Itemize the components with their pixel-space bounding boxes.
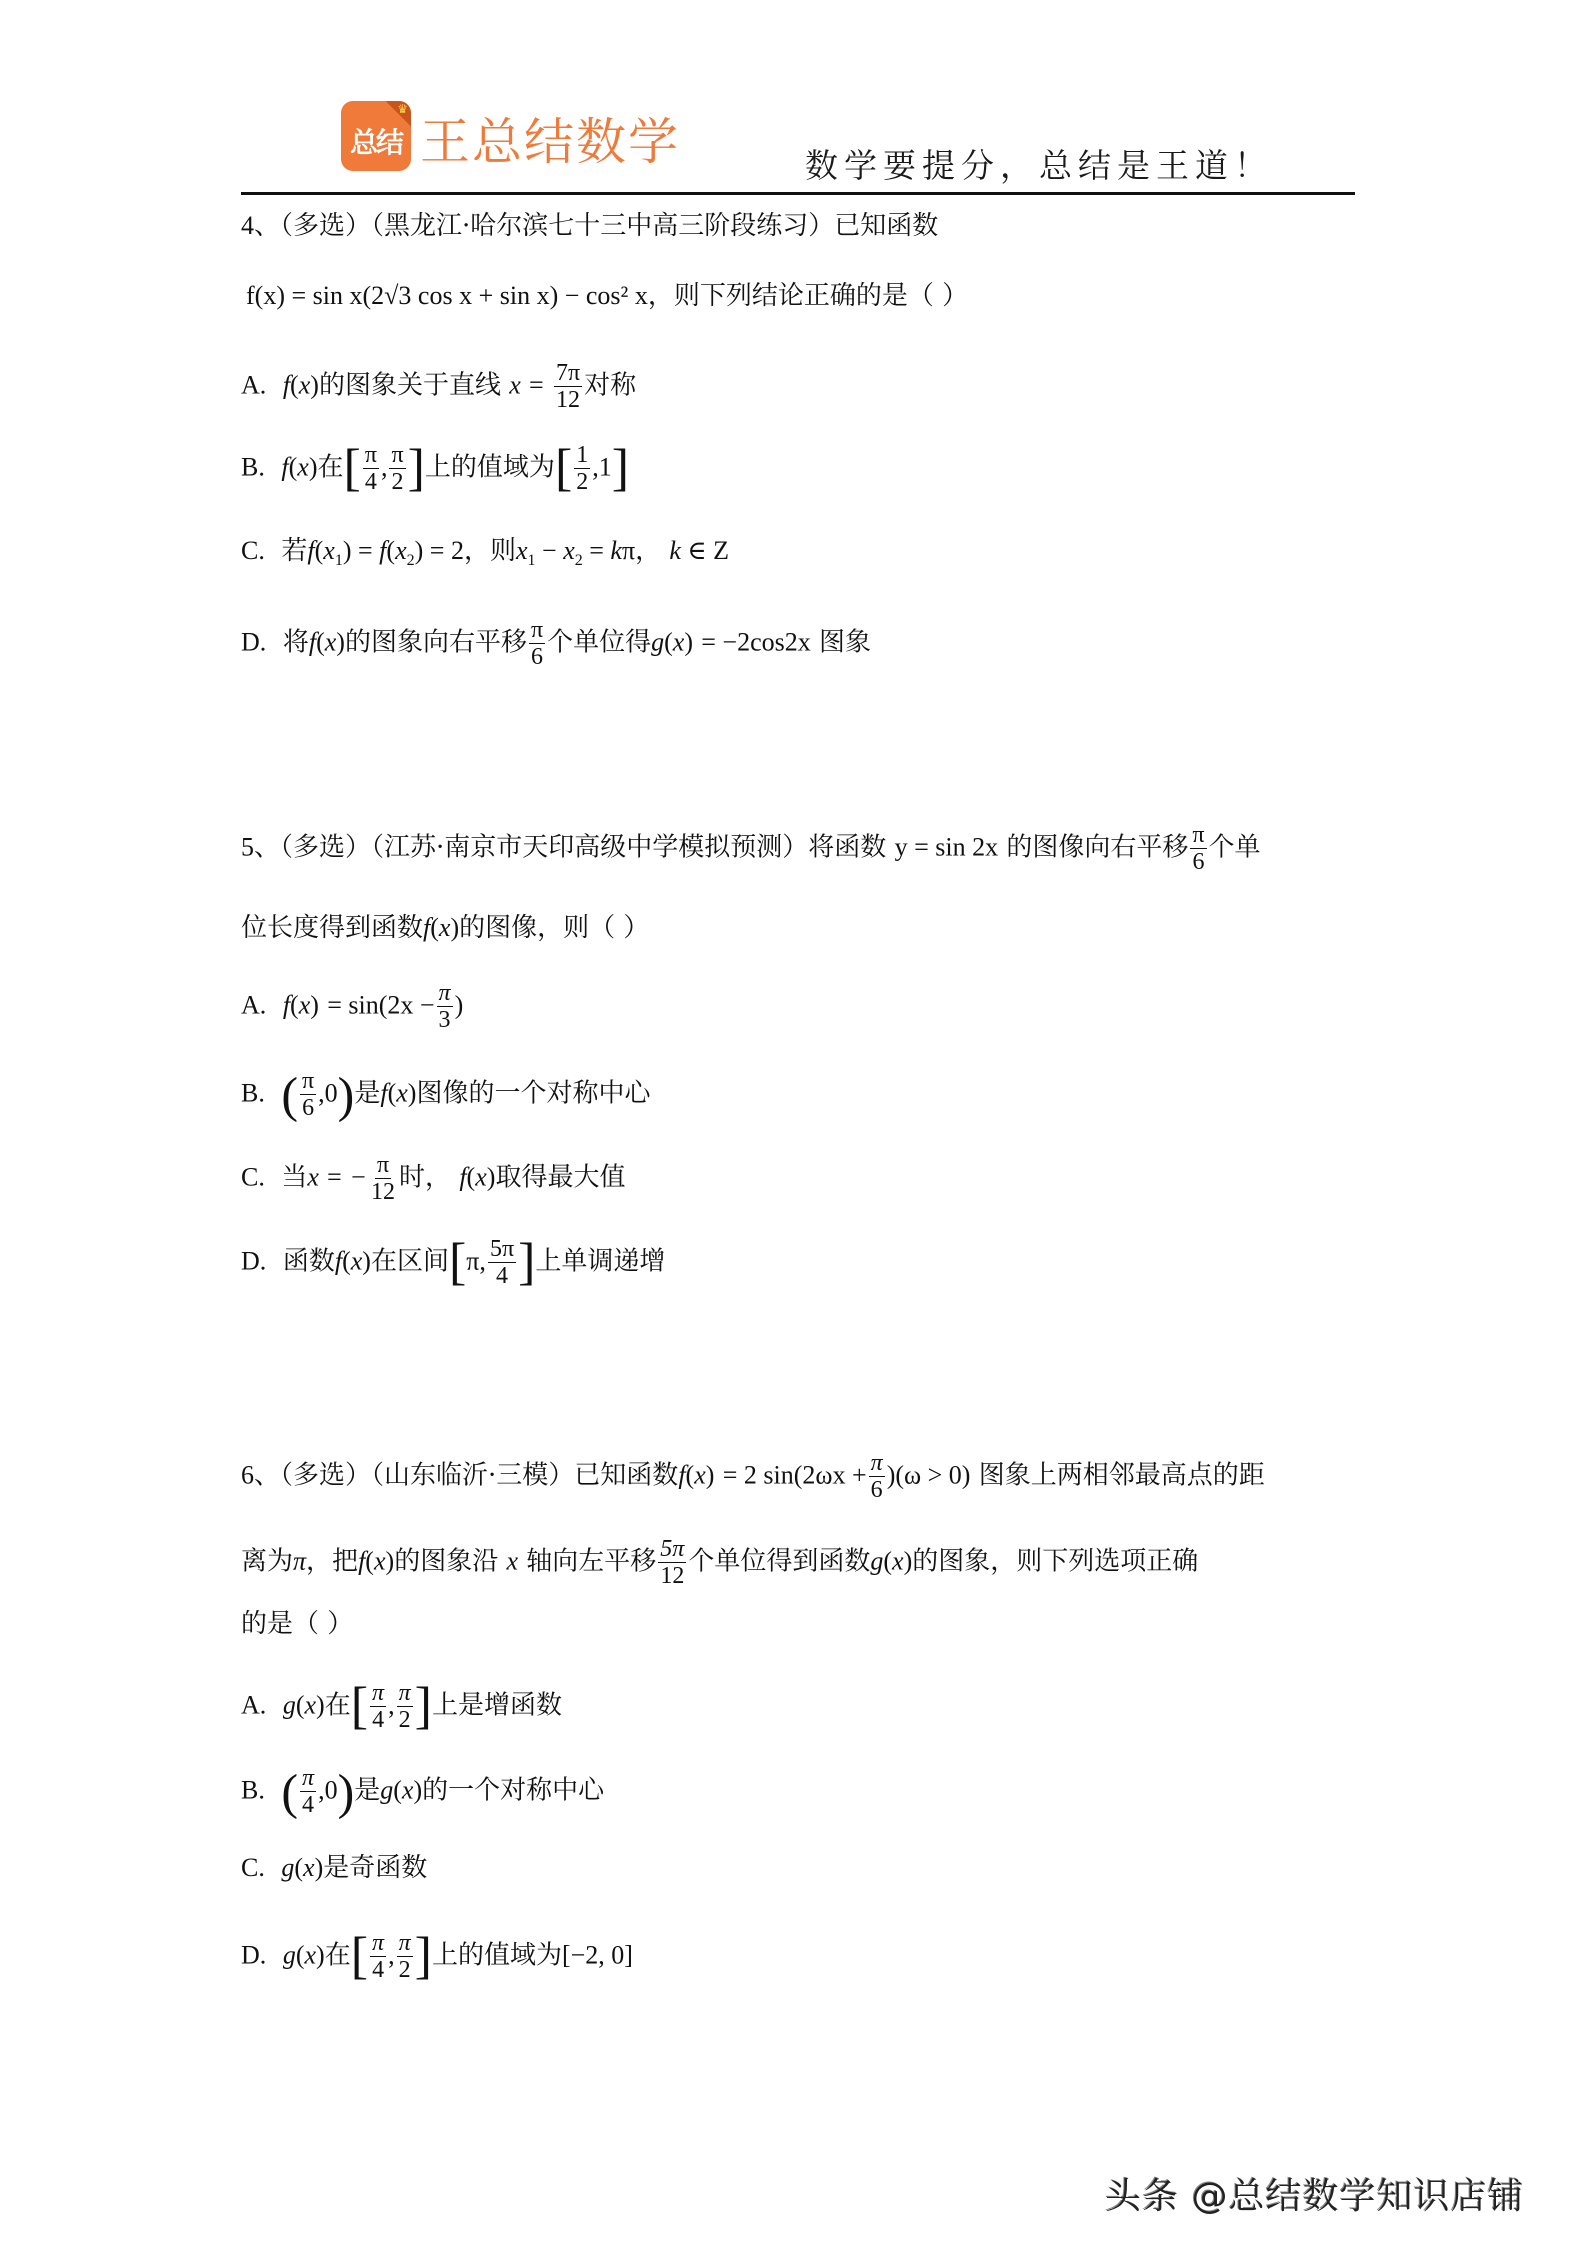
question-stem: 的图像向右平移 — [1006, 832, 1189, 863]
formula: = −2cos2x — [701, 627, 811, 657]
option-text: 对称 — [584, 370, 637, 401]
option-text: 上的值域为 — [424, 452, 555, 483]
question-stem: 的图象，则下列选项正确 — [912, 1546, 1199, 1577]
fraction: $\frac{\pi}{2}$ — [398, 1930, 411, 1983]
option-text: 是奇函数 — [323, 1853, 428, 1883]
fraction: $\frac{\pi}{4}$ — [372, 1930, 385, 1983]
option-label: A. — [241, 1690, 267, 1720]
formula: = sin(2x − — [327, 990, 435, 1020]
question-6-option-d[interactable]: D. g(x)在[ $\frac{\pi}{4}$ , $\frac{\pi}{2}$ ]上的值域为[−2, 0] — [241, 1927, 633, 1985]
option-text: 在 — [324, 1940, 351, 1971]
question-5-option-a[interactable]: A. f(x) = sin(2x − $\frac{\pi}{3}$ ) — [241, 980, 464, 1033]
bracket: ] — [414, 1927, 432, 1985]
fraction: $\frac{\pi}{12}$ — [371, 1152, 396, 1205]
question-type: （多选） — [280, 1460, 372, 1491]
question-stem: ，把 — [306, 1546, 359, 1577]
paren: ( — [281, 1066, 299, 1123]
question-6-stem-line-3 — [241, 1606, 353, 1642]
option-text: 上单调递增 — [535, 1246, 666, 1277]
option-label: D. — [241, 1246, 267, 1276]
option-text: 当 — [281, 1162, 308, 1193]
option-label: B. — [241, 1078, 265, 1108]
crown-icon: ♛ — [397, 102, 408, 116]
question-5-option-b[interactable]: B. ( $\frac{\pi}{6}$ ,0)是f(x)图像的一个对称中心 — [241, 1066, 651, 1123]
fraction: $\frac{\pi}{6}$ — [870, 1450, 883, 1503]
fn-name: g — [651, 627, 665, 657]
option-text: 上的值域为 — [431, 1940, 562, 1971]
question-4-option-a[interactable]: A. f(x)的图象关于直线 x = $\frac{7\pi}{12}$ 对称 — [241, 360, 637, 413]
bracket: [ — [554, 439, 573, 497]
var: x — [506, 1546, 519, 1576]
option-text: ， — [635, 536, 662, 566]
var: x — [509, 370, 521, 400]
question-4-option-c[interactable]: C. 若$f(x_1) = f(x_2) = 2$，则$x_1 - x_2 = k\pi$， k ∈ Z — [241, 536, 730, 570]
fraction: $\frac{\pi}{4}$ — [364, 442, 377, 495]
question-6-stem-line-1: 6、（多选）（山东临沂·三模）已知函数f(x) = 2 sin(2ωx + $\frac{\pi}{6}$ )(ω > 0) 图象上两相邻最高点的距 — [241, 1450, 1265, 1503]
fraction: $\frac{\pi}{4}$ — [302, 1765, 315, 1818]
paren: ) — [308, 452, 318, 482]
question-stem-tail: ，则下列结论正确的是（ ） — [647, 281, 969, 311]
option-text: 时， — [399, 1162, 452, 1193]
question-4-heading — [241, 208, 938, 244]
pi-symbol: π — [293, 1546, 307, 1576]
option-label: B. — [241, 452, 265, 482]
option-label: D. — [241, 1940, 267, 1970]
range-end: ,1 — [592, 452, 612, 482]
question-6-option-b[interactable]: B. ( $\frac{\pi}{4}$ ,0)是g(x)的一个对称中心 — [241, 1763, 605, 1820]
option-text: 图像的一个对称中心 — [416, 1078, 651, 1109]
fn-name: f — [282, 370, 291, 400]
paren: ) — [337, 1763, 355, 1820]
fraction: $\frac{1}{2}$ — [576, 442, 589, 495]
question-stem: 的是（ ） — [241, 1609, 354, 1639]
bracket: ] — [611, 439, 630, 497]
question-number: 4、 — [241, 211, 281, 240]
question-5-option-d[interactable]: D. 函数f(x)在区间[π, $\frac{5\pi}{4}$ ]上单调递增 — [241, 1233, 666, 1291]
question-6-option-a[interactable]: A. g(x)在[ $\frac{\pi}{4}$ , $\frac{\pi}{2}$ ]上是增函数 — [241, 1677, 562, 1735]
question-stem: 图象上两相邻最高点的距 — [978, 1460, 1265, 1491]
option-text: 的一个对称中心 — [422, 1775, 605, 1806]
formula: y = sin 2x — [894, 832, 999, 862]
logo-icon — [341, 101, 411, 171]
paren: ) — [310, 370, 319, 400]
question-5-stem-line-1 — [241, 822, 1261, 875]
option-label: B. — [241, 1775, 265, 1805]
option-text: 若 — [281, 536, 308, 566]
option-text: 的图象向右平移 — [344, 627, 527, 658]
fn-name: f — [281, 452, 289, 482]
option-label: C. — [241, 536, 265, 565]
fraction: $\frac{5\pi}{12}$ — [660, 1536, 685, 1589]
question-number: 5、 — [241, 832, 281, 862]
paren: ( — [281, 1763, 299, 1820]
bracket: [ — [343, 439, 361, 497]
option-text: ，则 — [463, 536, 516, 566]
interval-start: π, — [466, 1246, 486, 1276]
option-text: 将 — [282, 627, 309, 658]
fraction: $\frac{\pi}{2}$ — [398, 1680, 411, 1733]
var: x — [298, 370, 311, 400]
fraction: $\frac{7\pi}{12}$ — [555, 360, 581, 413]
question-stem: 个单 — [1208, 832, 1261, 863]
question-stem: 轴向左平移 — [526, 1546, 657, 1577]
question-stem: 已知函数 — [834, 211, 939, 241]
formula: )(ω > 0) — [886, 1460, 971, 1490]
slogan: 数学要提分，总结是王道！ — [805, 146, 1273, 185]
fraction: $\frac{\pi}{6}$ — [1192, 822, 1205, 875]
fraction: $\frac{\pi}{2}$ — [391, 442, 404, 495]
coordinate: ,0 — [318, 1775, 338, 1805]
formula: x = − — [307, 1162, 368, 1192]
bracket: ] — [518, 1233, 536, 1291]
option-text: 在 — [317, 452, 344, 483]
fraction: $\frac{\pi}{3}$ — [438, 980, 451, 1033]
question-stem: 的图像，则（ ） — [459, 913, 650, 943]
option-label: C. — [241, 1853, 265, 1882]
option-text: 取得最大值 — [495, 1162, 626, 1193]
bracket: ] — [414, 1677, 432, 1735]
brand-name: 王总结数学 — [420, 113, 680, 171]
question-source: （黑龙江·哈尔滨七十三中高三阶段练习） — [371, 211, 835, 241]
fraction: $\frac{5\pi}{4}$ — [489, 1236, 515, 1289]
var: x — [297, 452, 309, 482]
question-stem: 的图象沿 — [394, 1546, 499, 1577]
option-text: 个单位得 — [547, 627, 652, 658]
question-source: （山东临沂·三模） — [371, 1460, 575, 1491]
bracket: ] — [407, 439, 425, 497]
fn-name: f — [308, 627, 317, 657]
logo-icon-text: 总结 — [349, 126, 402, 159]
coordinate: ,0 — [318, 1078, 338, 1108]
question-5-stem-line-2: 位长度得到函数f(x)的图像，则（ ） — [241, 913, 650, 943]
fraction: $\frac{\pi}{6}$ — [302, 1068, 315, 1121]
option-label: A. — [241, 370, 267, 400]
question-stem: 已知函数 — [574, 1460, 679, 1491]
question-stem: 位长度得到函数 — [241, 913, 424, 943]
question-source: （江苏·南京市天印高级中学模拟预测） — [371, 832, 809, 863]
option-text: 图象 — [819, 627, 872, 658]
question-number: 6、 — [241, 1460, 281, 1490]
fraction: $\frac{\pi}{6}$ — [530, 617, 544, 670]
question-type: （多选） — [280, 211, 372, 241]
option-label: C. — [241, 1162, 265, 1192]
question-6-stem-line-2: 离为π，把f(x)的图象沿 x 轴向左平移 $\frac{5\pi}{12}$ 个单位得到函数g(x)的图象，则下列选项正确 — [241, 1536, 1199, 1589]
question-4-option-d[interactable]: D. 将f(x)的图象向右平移 $\frac{\pi}{6}$ 个单位得g(x) = −2cos2x 图象 — [241, 617, 872, 670]
option-text: 在区间 — [370, 1246, 449, 1277]
watermark: 头条 @总结数学知识店铺 — [1105, 2176, 1525, 2217]
question-4-formula-line — [246, 278, 968, 314]
question-6-option-c[interactable]: C. g(x)是奇函数 — [241, 1853, 428, 1883]
option-label: D. — [241, 627, 267, 657]
header-divider — [241, 192, 1355, 195]
question-stem: 个单位得到函数 — [688, 1546, 871, 1577]
function-formula: f(x) = sin x(2√3 cos x + sin x) − cos² x — [246, 281, 648, 310]
bracket: [ — [350, 1677, 369, 1735]
option-text: 的图象关于直线 — [318, 370, 501, 401]
fraction: $\frac{\pi}{4}$ — [372, 1680, 385, 1733]
option-text: 是 — [354, 1775, 381, 1806]
question-type: （多选） — [280, 832, 372, 863]
option-text: 上是增函数 — [431, 1690, 562, 1721]
paren: ( — [288, 452, 298, 482]
range: [−2, 0] — [561, 1940, 633, 1970]
bracket: [ — [448, 1233, 467, 1291]
question-stem: 将函数 — [808, 832, 887, 863]
question-stem: 离为 — [241, 1546, 294, 1577]
formula: ) — [454, 990, 464, 1020]
option-label: A. — [241, 990, 267, 1020]
paren: ( — [290, 370, 299, 400]
option-text: 是 — [354, 1078, 381, 1109]
option-text: 在 — [324, 1690, 351, 1721]
bracket: [ — [350, 1927, 369, 1985]
option-text: 函数 — [282, 1246, 335, 1277]
formula: = 2 sin(2ωx + — [722, 1460, 867, 1490]
question-5-option-c[interactable]: C. 当x = − $\frac{\pi}{12}$ 时， f(x)取得最大值 — [241, 1152, 626, 1205]
question-4-option-b[interactable]: B. f(x)在[ $\frac{\pi}{4}$ , $\frac{\pi}{2}$ ]上的值域为[ $\frac{1}{2}$ ,1] — [241, 439, 630, 497]
paren: ) — [337, 1066, 355, 1123]
